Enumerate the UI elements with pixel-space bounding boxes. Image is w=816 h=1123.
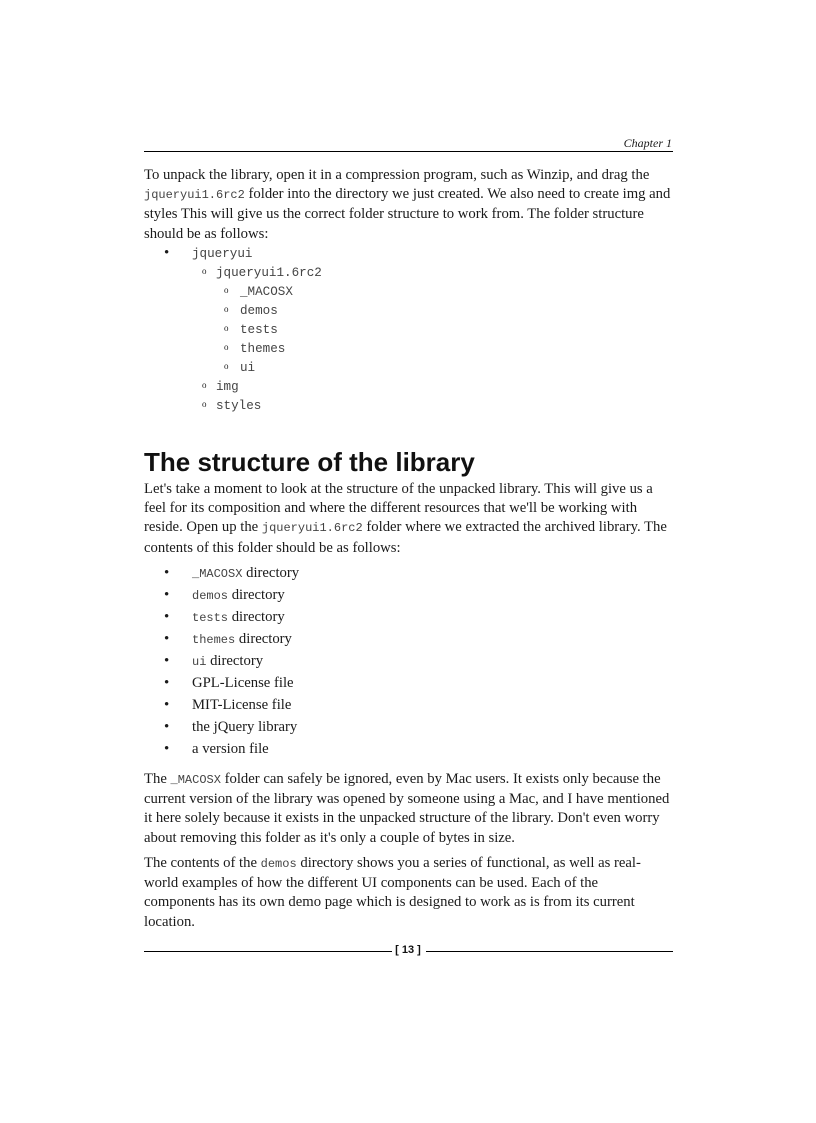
bullet: • — [164, 609, 170, 625]
bullet: • — [164, 587, 170, 603]
list-item-text — [192, 672, 294, 695]
section-code: jqueryui1.6rc2 — [261, 521, 363, 536]
section-text-a: Let's take a moment to look at the structure of the unpacked library. This will give us a feel for its composition and where the different resources that we'll be working with reside. Open up the — [144, 481, 653, 536]
section-paragraph — [144, 480, 672, 558]
tree-ring: o — [224, 285, 229, 295]
tree-ring: o — [202, 380, 207, 390]
section-heading: The structure of the library — [144, 447, 475, 477]
tree-child-styles: styles — [216, 399, 262, 413]
bullet: • — [164, 741, 170, 757]
demos-text-a: The contents of the — [144, 855, 261, 871]
bullet: • — [164, 565, 170, 581]
demos-text-b: directory shows you a series of functional, as well as real-world examples of how the different UI components can be used. Each of the components has its own demo page which is designed to work as is from its current location. — [144, 855, 641, 930]
intro-code: jqueryui1.6rc2 — [144, 188, 245, 203]
list-item-label: directory — [228, 609, 285, 625]
tree-root: jqueryui — [192, 247, 253, 261]
list-item-code: ui — [192, 655, 207, 669]
list-item-label: GPL-License file — [192, 675, 294, 691]
intro-text-b: folder into the directory we just created. We also need to create img and styles This will give us the correct folder structure to work from. The folder structure should be as follows: — [144, 186, 671, 242]
intro-paragraph — [144, 166, 672, 244]
tree-sub-item: demos — [240, 304, 278, 318]
list-item-text — [192, 650, 263, 673]
demos-code: demos — [260, 857, 297, 871]
tree-sub-item: ui — [240, 361, 256, 375]
list-item-code: tests — [192, 611, 229, 625]
section-text-b: folder where we extracted the archived library. The contents of this folder should be as follows: — [144, 519, 667, 556]
list-item-text — [192, 584, 285, 607]
list-item-text — [192, 562, 299, 585]
tree-sub-item: themes — [240, 342, 286, 356]
macosx-text-a: The — [144, 771, 171, 787]
footer-rule-right — [426, 951, 673, 952]
tree-ring: o — [224, 323, 229, 333]
bullet: • — [164, 719, 170, 735]
macosx-text-b: folder can safely be ignored, even by Mac users. It exists only because the current version of the library was opened by someone using a Mac, and I have mentioned it here solely because it exists in the unpacked structure of the library. Don't even worry about removing this folder as it's only a couple of bytes in size. — [144, 771, 670, 846]
tree-ring: o — [224, 342, 229, 352]
list-item-label: directory — [206, 653, 264, 669]
tree-ring: o — [202, 266, 207, 276]
header-rule — [144, 151, 673, 152]
list-item-code: demos — [192, 589, 229, 603]
tree-child-jqueryui: jqueryui1.6rc2 — [216, 266, 322, 280]
tree-child-img: img — [216, 380, 239, 394]
bullet: • — [164, 631, 170, 647]
footer-rule-left — [144, 951, 392, 952]
list-item-label: directory — [235, 631, 292, 647]
bullet: • — [164, 675, 170, 691]
list-item-text — [192, 628, 292, 651]
running-header: Chapter 1 — [623, 136, 672, 150]
list-item-label: a version file — [192, 741, 269, 757]
demos-paragraph — [144, 854, 672, 932]
list-item-label: directory — [228, 587, 285, 603]
tree-sub-item: _MACOSX — [240, 285, 293, 299]
list-item-text — [192, 694, 291, 717]
list-item-label: MIT-License file — [192, 697, 292, 713]
list-item-text — [192, 606, 285, 629]
tree-sub-item: tests — [240, 323, 278, 337]
intro-text-a: To unpack the library, open it in a compression program, such as Winzip, and drag the — [144, 167, 650, 183]
tree-ring: o — [224, 361, 229, 371]
list-item-code: themes — [192, 633, 236, 647]
list-item-code: _MACOSX — [192, 567, 243, 581]
tree-ring: o — [224, 304, 229, 314]
list-item-text — [192, 716, 297, 739]
bullet: • — [164, 697, 170, 713]
list-item-text — [192, 738, 269, 761]
macosx-code: _MACOSX — [170, 773, 221, 787]
list-item-label: the jQuery library — [192, 719, 298, 735]
tree-bullet: • — [164, 245, 170, 261]
tree-ring: o — [202, 399, 207, 409]
bullet: • — [164, 653, 170, 669]
list-item-label: directory — [242, 565, 300, 581]
page-number: [ 13 ] — [395, 944, 421, 956]
macosx-paragraph — [144, 770, 672, 848]
